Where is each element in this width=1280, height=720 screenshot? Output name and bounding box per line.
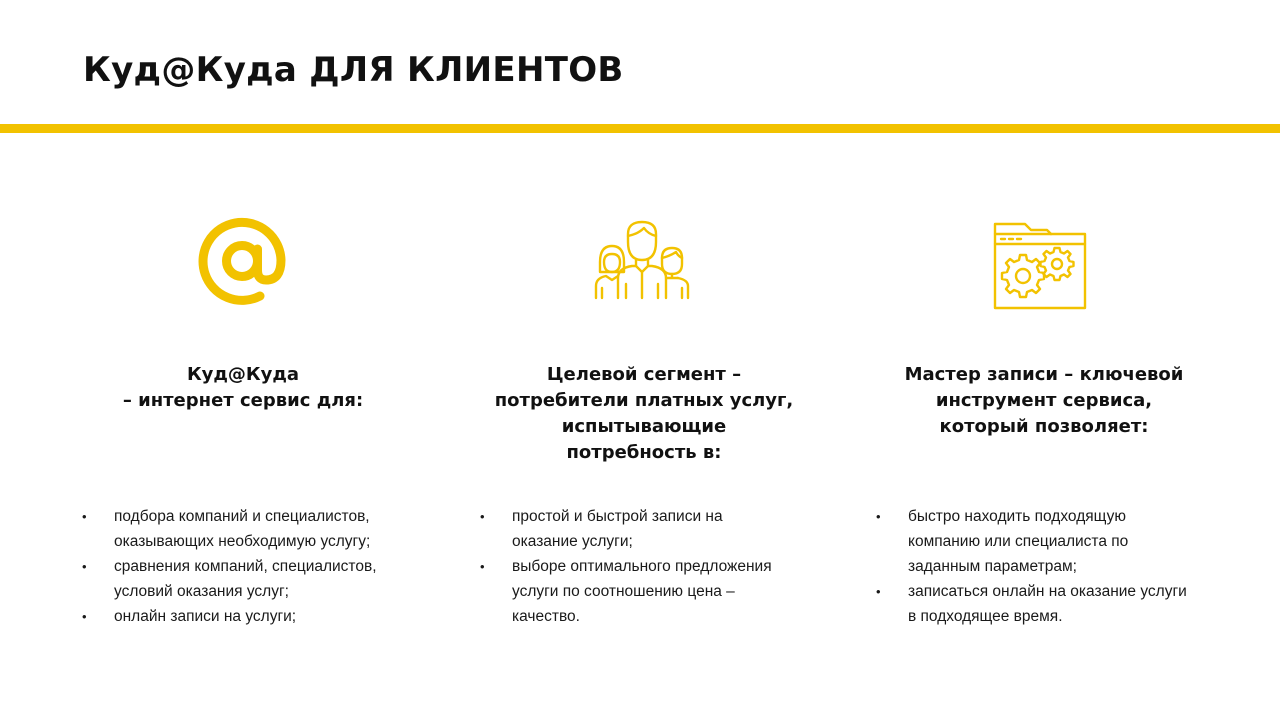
list-item-text: простой и быстрой записи на оказание услуги; xyxy=(512,508,723,550)
column-service xyxy=(80,200,410,660)
list-item-text: онлайн записи на услуги; xyxy=(114,608,297,625)
bullet-dot-icon: • xyxy=(480,559,485,574)
column-target-segment xyxy=(478,200,810,660)
bullet-dot-icon: • xyxy=(82,559,87,574)
list-item xyxy=(874,579,1187,629)
list-item xyxy=(874,504,1187,579)
list-item-text: подбора компаний и специалистов, оказывающих необходимую услугу; xyxy=(114,508,371,550)
bullet-list xyxy=(478,504,772,629)
list-item xyxy=(80,554,377,604)
list-item-text: сравнения компаний, специалистов, условий оказания услуг; xyxy=(114,558,377,600)
bullet-list xyxy=(874,504,1187,629)
accent-divider xyxy=(0,124,1280,133)
list-item-text: быстро находить подходящую компанию или специалиста по заданным параметрам; xyxy=(908,508,1129,575)
bullet-dot-icon: • xyxy=(82,509,87,524)
browser-gears-icon xyxy=(989,212,1089,312)
bullet-dot-icon: • xyxy=(82,609,87,624)
column-heading: Куд@Куда – интернет сервис для: xyxy=(122,364,364,411)
bullet-list xyxy=(80,504,377,629)
people-group-icon xyxy=(592,212,692,312)
list-item xyxy=(80,504,377,554)
at-sign-icon xyxy=(192,212,292,312)
list-item xyxy=(478,504,772,554)
bullet-dot-icon: • xyxy=(876,509,881,524)
column-heading: Мастер записи – ключевой инструмент сервиса, который позволяет: xyxy=(904,364,1184,437)
column-booking-wizard xyxy=(874,200,1214,660)
bullet-dot-icon: • xyxy=(876,584,881,599)
list-item xyxy=(80,604,377,629)
list-item-text: выборе оптимального предложения услуги по соотношению цена – качество. xyxy=(512,558,772,625)
slide-title: Куд@Куда ДЛЯ КЛИЕНТОВ xyxy=(83,50,624,90)
bullet-dot-icon: • xyxy=(480,509,485,524)
list-item xyxy=(478,554,772,629)
column-heading: Целевой сегмент – потребители платных услуг, испытывающие потребность в: xyxy=(494,364,794,463)
list-item-text: записаться онлайн на оказание услуги в подходящее время. xyxy=(908,583,1187,625)
